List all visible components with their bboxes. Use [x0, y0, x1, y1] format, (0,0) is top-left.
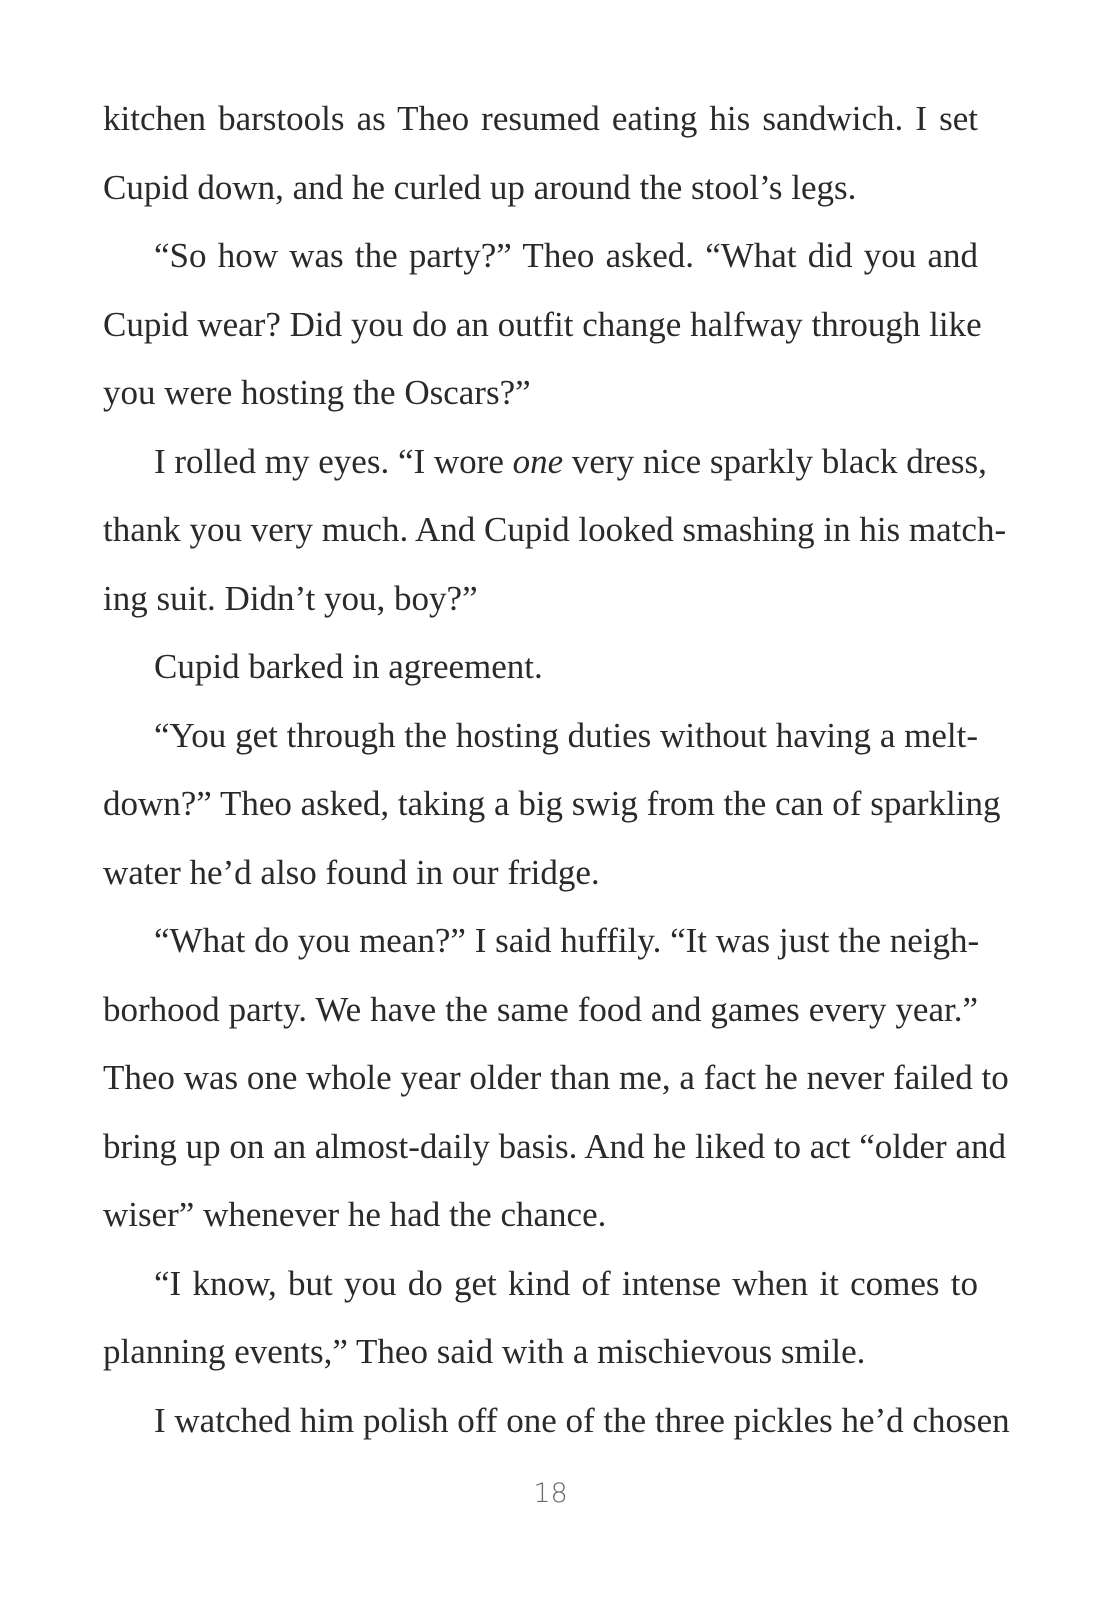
text-line: Cupid down, and he curled up around the stool’s legs. [103, 168, 857, 207]
text-line: borhood party. We have the same food and games every year.” [103, 990, 978, 1029]
text-line: thank you very much. And Cupid looked smashing in his match- [103, 510, 1007, 549]
text-line: water he’d also found in our fridge. [103, 853, 600, 892]
text-segment: very nice sparkly black dress, [563, 442, 987, 481]
text-line: bring up on an almost-daily basis. And he liked to act “older and [103, 1127, 1006, 1166]
paragraph-start-line: “You get through the hosting duties without having a melt- [154, 716, 978, 755]
text-line: down?” Theo asked, taking a big swig from the can of sparkling [103, 784, 1001, 823]
paragraph-start-line [103, 438, 987, 486]
text-line: kitchen barstools as Theo resumed eating his sandwich. I set [103, 99, 978, 138]
text-line: planning events,” Theo said with a mischievous smile. [103, 1332, 866, 1371]
text-line: Theo was one whole year older than me, a fact he never failed to [103, 1058, 1009, 1097]
text-line: wiser” whenever he had the chance. [103, 1195, 607, 1234]
paragraph-start-line: “I know, but you do get kind of intense when it comes to [154, 1264, 978, 1303]
text-line: Cupid wear? Did you do an outfit change halfway through like [103, 305, 982, 344]
page-number: 18 [533, 1478, 568, 1509]
paragraph-start-line: “So how was the party?” Theo asked. “What did you and [154, 236, 978, 275]
emphasized-word: one [512, 442, 564, 481]
paragraph-start-line: I watched him polish off one of the three pickles he’d chosen [154, 1401, 1010, 1440]
text-line: ing suit. Didn’t you, boy?” [103, 579, 478, 618]
text-line: you were hosting the Oscars?” [103, 373, 531, 412]
paragraph-start-line: “What do you mean?” I said huffily. “It was just the neigh- [154, 921, 980, 960]
text-segment: I rolled my eyes. “I wore [154, 442, 513, 481]
paragraph-start-line: Cupid barked in agreement. [154, 647, 543, 686]
